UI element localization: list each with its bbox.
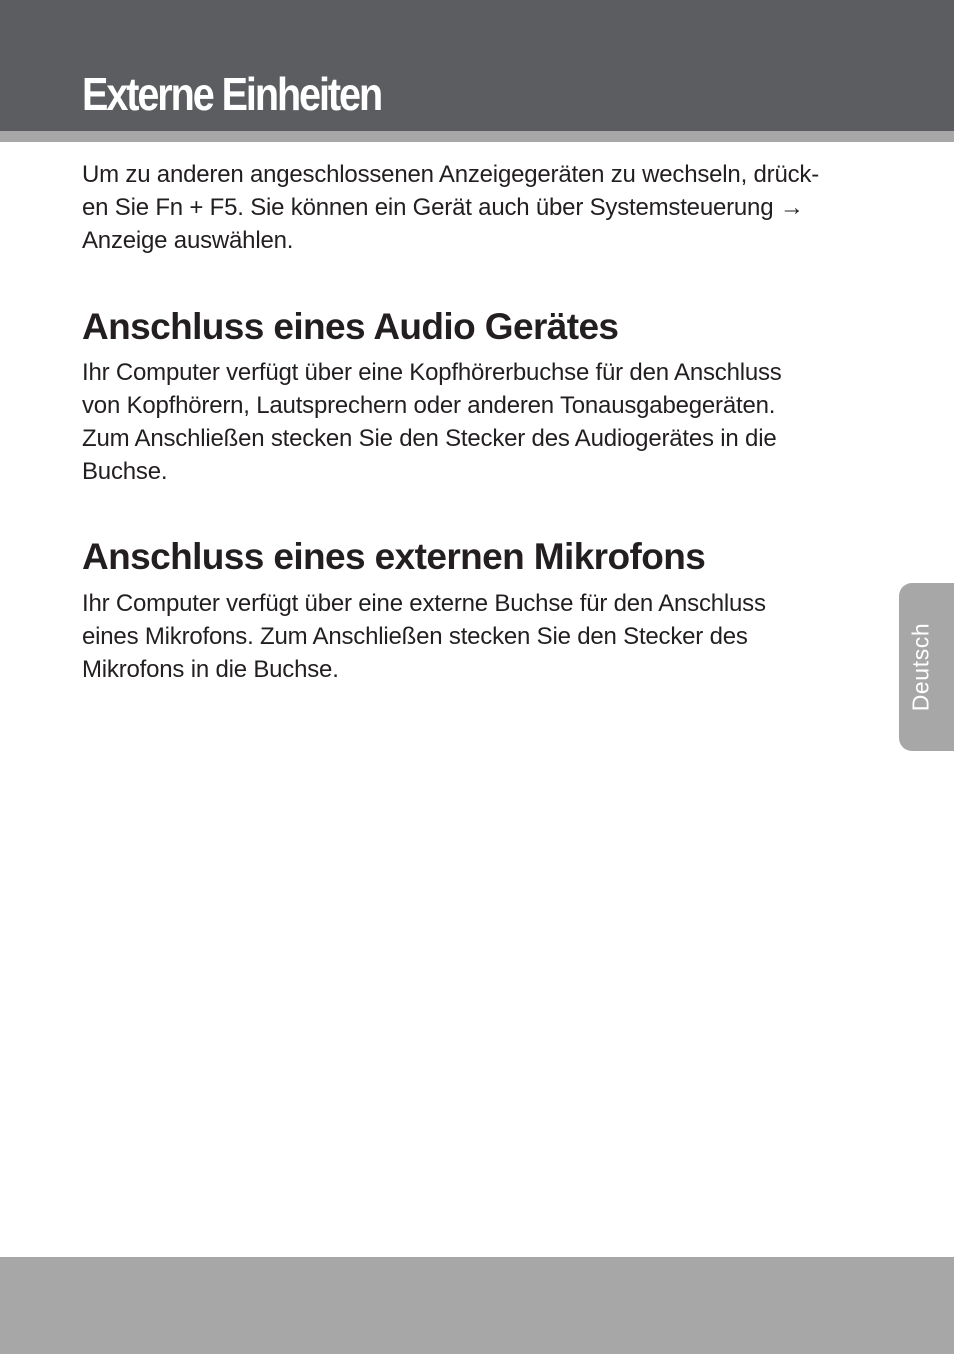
paragraph-line: eines Mikrofons. Zum Anschließen stecken Sie den Stecker des [82,623,748,650]
language-tab-label: Deutsch [907,622,934,712]
paragraph-line: Buchse. [82,458,168,485]
paragraph-line: Ihr Computer verfügt über eine externe Buchse für den Anschluss [82,590,766,617]
section-heading-microphone: Anschluss eines externen Mikrofons [82,536,706,577]
footer-band [0,1257,954,1354]
intro-line: en Sie Fn + F5. Sie können ein Gerät auch über Systemsteuerung → [82,194,804,221]
section-paragraph-microphone [82,587,766,686]
header-divider [0,131,954,142]
section-heading-audio: Anschluss eines Audio Gerätes [82,306,619,347]
intro-line: Anzeige auswählen. [82,227,294,254]
section-paragraph-audio [82,356,782,488]
paragraph-line: von Kopfhörern, Lautsprechern oder anderen Tonausgabegeräten. [82,392,776,419]
intro-line: Um zu anderen angeschlossenen Anzeigegeräten zu wechseln, drück- [82,161,819,188]
paragraph-line: Mikrofons in die Buchse. [82,656,339,683]
intro-paragraph [82,158,819,257]
paragraph-line: Zum Anschließen stecken Sie den Stecker des Audiogerätes in die [82,425,777,452]
paragraph-line: Ihr Computer verfügt über eine Kopfhörerbuchse für den Anschluss [82,359,782,386]
language-side-tab [899,583,954,751]
page-title: Externe Einheiten [82,68,382,120]
